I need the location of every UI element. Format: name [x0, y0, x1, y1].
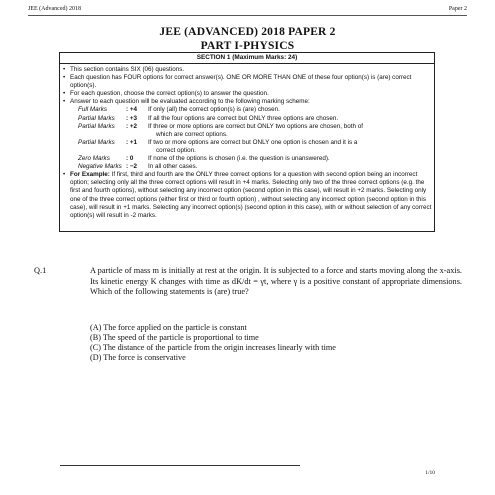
bullet-icon: • [63, 66, 66, 73]
marking-desc-continued: correct option. [156, 146, 196, 154]
marking-value: : +1 [126, 138, 138, 146]
bullet-icon: • [63, 98, 66, 106]
marking-desc: If all the four options are correct but ONLY three options are chosen. [148, 114, 339, 122]
marking-row [62, 155, 432, 163]
marking-value: : +3 [126, 114, 138, 122]
example-lead: For Example: [70, 171, 110, 179]
instruction-item [62, 90, 432, 98]
marking-row [62, 163, 432, 171]
bullet-icon: • [63, 74, 66, 82]
marking-value: : 0 [126, 155, 134, 163]
options-list [90, 323, 336, 363]
instruction-text: Answer to each question will be evaluated according to the following marking scheme: [70, 98, 310, 106]
header-exam-name: JEE (Advanced) 2018 [28, 6, 81, 12]
marking-desc: If none of the options is chosen (i.e. the question is unanswered). [148, 155, 330, 163]
header-paper-label: Paper 2 [448, 6, 467, 12]
marking-label: Negative Marks [78, 163, 122, 171]
marking-value: : +4 [126, 106, 138, 114]
marking-desc: If two or more options are correct but ONLY one option is chosen and it is a [148, 138, 358, 146]
marking-desc: In all other cases. [148, 163, 198, 171]
marking-desc: If three or more options are correct but ONLY two options are chosen, both of [148, 122, 364, 130]
marking-row [62, 139, 432, 147]
marking-label: Zero Marks [78, 155, 110, 163]
marking-value: : +2 [126, 122, 138, 130]
option-b: (B) The speed of the particle is proportional to time [90, 333, 259, 342]
header-rule [28, 15, 467, 16]
instructions-list [62, 66, 432, 220]
marking-row [62, 106, 432, 114]
marking-label: Partial Marks [78, 122, 115, 130]
marking-desc: If only (all) the correct option(s) is (are) chosen. [148, 106, 280, 114]
footer-rule [60, 465, 300, 466]
instruction-item [62, 66, 432, 74]
example-item [62, 171, 432, 220]
instruction-text: For each question, choose the correct option(s) to answer the question. [70, 90, 269, 98]
instruction-item [62, 74, 432, 90]
option-c: (C) The distance of the particle from the origin increases linearly with time [90, 343, 336, 352]
marking-row [62, 115, 432, 123]
example-text: If first, third and fourth are the ONLY three correct options for a question with second option being an incorrect option; selecting only all the three correct options will result in +4 marks. Selecting only two of the three correct options (e.g. the first and fourth options), without selecting any incorrect option (second option in this case), will result in +2 marks. Selecting only one of the three correct options (either first or third or fourth option) , without selecting any incorrect option (second option in this case), will result in +1 marks. Selecting any incorrect option(s) (second option in this case), with or without selection of any correct option(s) will result in -2 marks. [70, 171, 432, 219]
marking-label: Partial Marks [78, 114, 115, 122]
bullet-icon: • [63, 90, 66, 98]
exam-title: JEE (ADVANCED) 2018 PAPER 2 [159, 26, 336, 38]
marking-value: : −2 [126, 163, 138, 171]
instruction-text: This section contains SIX (06) questions. [70, 66, 185, 73]
option-a: (A) The force applied on the particle is constant [90, 323, 247, 332]
marking-label: Full Marks [78, 106, 108, 114]
page-number: 1/10 [425, 470, 435, 476]
instruction-item [62, 98, 432, 106]
marking-row [62, 123, 432, 131]
section-heading: SECTION 1 (Maximum Marks: 24) [59, 52, 435, 64]
part-title: PART I-PHYSICS [200, 40, 295, 52]
question-text: A particle of mass m is initially at rest at the origin. It is subjected to a force and starts moving along the x-axis. Its kinetic energy K changes with time as dK/dt = γt, where γ is a positive constant of appropriate dimensions. Which of the following statements is (are) true? [90, 266, 462, 296]
marking-label: Partial Marks [78, 138, 115, 146]
bullet-icon: • [63, 171, 66, 179]
instruction-text: Each question has FOUR options for correct answer(s). ONE OR MORE THAN ONE of these four option(s) is (are) correct option(s). [70, 74, 412, 90]
question-number: Q.1 [34, 266, 47, 275]
marking-desc-continued: which are correct options. [156, 130, 228, 138]
option-d: (D) The force is conservative [90, 353, 186, 362]
